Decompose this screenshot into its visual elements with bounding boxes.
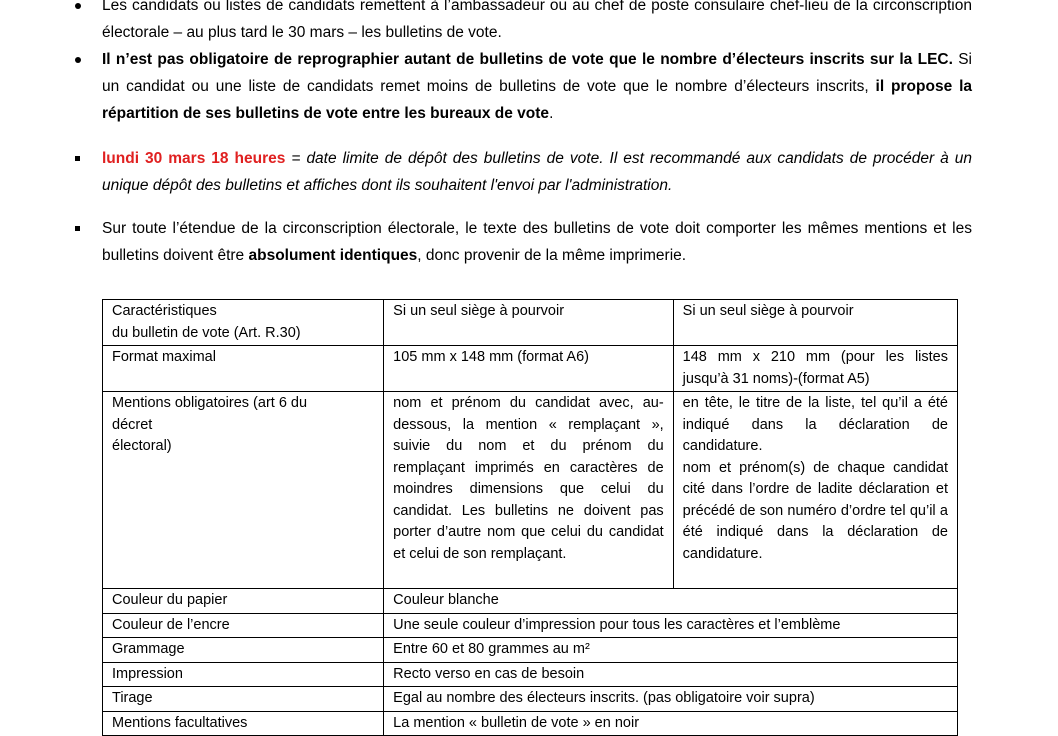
bullet-identical — [72, 215, 972, 269]
ballot-specifications-table — [102, 299, 958, 736]
header-cell-characteristics — [103, 300, 384, 346]
dot-icon — [72, 0, 102, 19]
header-cell-single-seat-list: Si un seul siège à pourvoir — [673, 300, 957, 346]
row-value: Entre 60 et 80 grammes au m² — [384, 638, 958, 663]
bullet-item-submission — [72, 0, 972, 46]
table-row — [103, 711, 958, 736]
table-row-format — [103, 346, 958, 392]
bullet-item-identical — [72, 215, 972, 269]
bullet-text: . — [549, 105, 554, 122]
table-row — [103, 662, 958, 687]
deadline-text: = date limite de dépôt des bulletins de vote. Il est recommandé aux candidats de procéder à un unique dépôt des bulletins et affiches dont ils souhaitent l'envoi par l'administration. — [102, 150, 973, 194]
row-value: Une seule couleur d’impression pour tous les caractères et l’emblème — [384, 613, 958, 638]
row-label: Format maximal — [103, 346, 384, 392]
identical-text: Sur toute l’étendue de la circonscription électorale, le texte des bulletins de vote doit comporter les mêmes mentions et les bulletins doivent être — [102, 220, 972, 264]
label-text: décret — [112, 416, 153, 433]
bullet-text: Si un candidat ou une liste de candidats remet moins de bulletins de vote que le nombre d’électeurs inscrits, — [102, 51, 972, 95]
identical-text-end: , donc provenir de la même imprimerie. — [417, 247, 687, 264]
table-row — [103, 589, 958, 614]
header-text: du bulletin de vote (Art. R.30) — [112, 324, 301, 341]
table-row — [103, 638, 958, 663]
bullet-deadline — [72, 145, 972, 199]
row-label: Grammage — [103, 638, 384, 663]
table-header-row — [103, 300, 958, 346]
square-icon — [72, 145, 102, 172]
bullet-item-deadline — [72, 145, 972, 199]
row-value: 105 mm x 148 mm (format A6) — [384, 346, 674, 392]
row-label: Couleur du papier — [103, 589, 384, 614]
row-label — [103, 392, 384, 589]
label-text: Mentions obligatoires (art 6 du — [112, 395, 308, 411]
row-value — [673, 392, 957, 589]
bullet-item-reprography — [72, 46, 972, 127]
header-text: Caractéristiques — [112, 303, 217, 319]
row-value: 148 mm x 210 mm (pour les listes jusqu’à 31 noms)-(format A5) — [673, 346, 957, 392]
bullet-list-top — [72, 0, 972, 127]
row-value: nom et prénom du candidat avec, au-dessous, la mention « remplaçant », suivie du nom et du prénom du remplaçant imprimés en caractères de moindres dimensions que celui du candidat. Les bulletins ne doivent pas porter d’autre nom que celui du candidat et celui de son remplaçant. — [384, 392, 674, 589]
row-value: Recto verso en cas de besoin — [384, 662, 958, 687]
table-row — [103, 687, 958, 712]
identical-bold: absolument identiques — [248, 247, 418, 264]
header-cell-single-seat: Si un seul siège à pourvoir — [384, 300, 674, 346]
row-value: La mention « bulletin de vote » en noir — [384, 711, 958, 736]
dot-icon — [72, 46, 102, 73]
row-label: Mentions facultatives — [103, 711, 384, 736]
row-label: Impression — [103, 662, 384, 687]
row-label: Couleur de l’encre — [103, 613, 384, 638]
bullet-text: Les candidats ou listes de candidats remettent à l’ambassadeur ou au chef de poste consulaire chef-lieu de la circonscription électorale – au plus tard le 30 mars – les bulletins de vote. — [102, 0, 972, 41]
table-row — [103, 613, 958, 638]
value-text: en tête, le titre de la liste, tel qu’il a été indiqué dans la déclaration de candidature. — [682, 395, 948, 454]
row-value: Couleur blanche — [384, 589, 958, 614]
value-text: nom et prénom(s) de chaque candidat cité dans l’ordre de ladite déclaration et précédé de son numéro d’ordre tel qu’il a été indiqué dans la déclaration de candidature. — [682, 459, 948, 562]
bullet-text-bold: Il n’est pas obligatoire de reprographier autant de bulletins de vote que le nombre d’électeurs inscrits sur la LEC. — [102, 51, 953, 68]
row-value: Egal au nombre des électeurs inscrits. (pas obligatoire voir supra) — [384, 687, 958, 712]
bullet-text-bold: il propose la répartition de ses bulletins de vote entre les bureaux de vote — [102, 78, 972, 122]
deadline-highlight: lundi 30 mars 18 heures — [102, 150, 286, 167]
square-icon — [72, 215, 102, 242]
table-row-mentions — [103, 392, 958, 589]
row-label: Tirage — [103, 687, 384, 712]
label-text: électoral) — [112, 438, 172, 454]
